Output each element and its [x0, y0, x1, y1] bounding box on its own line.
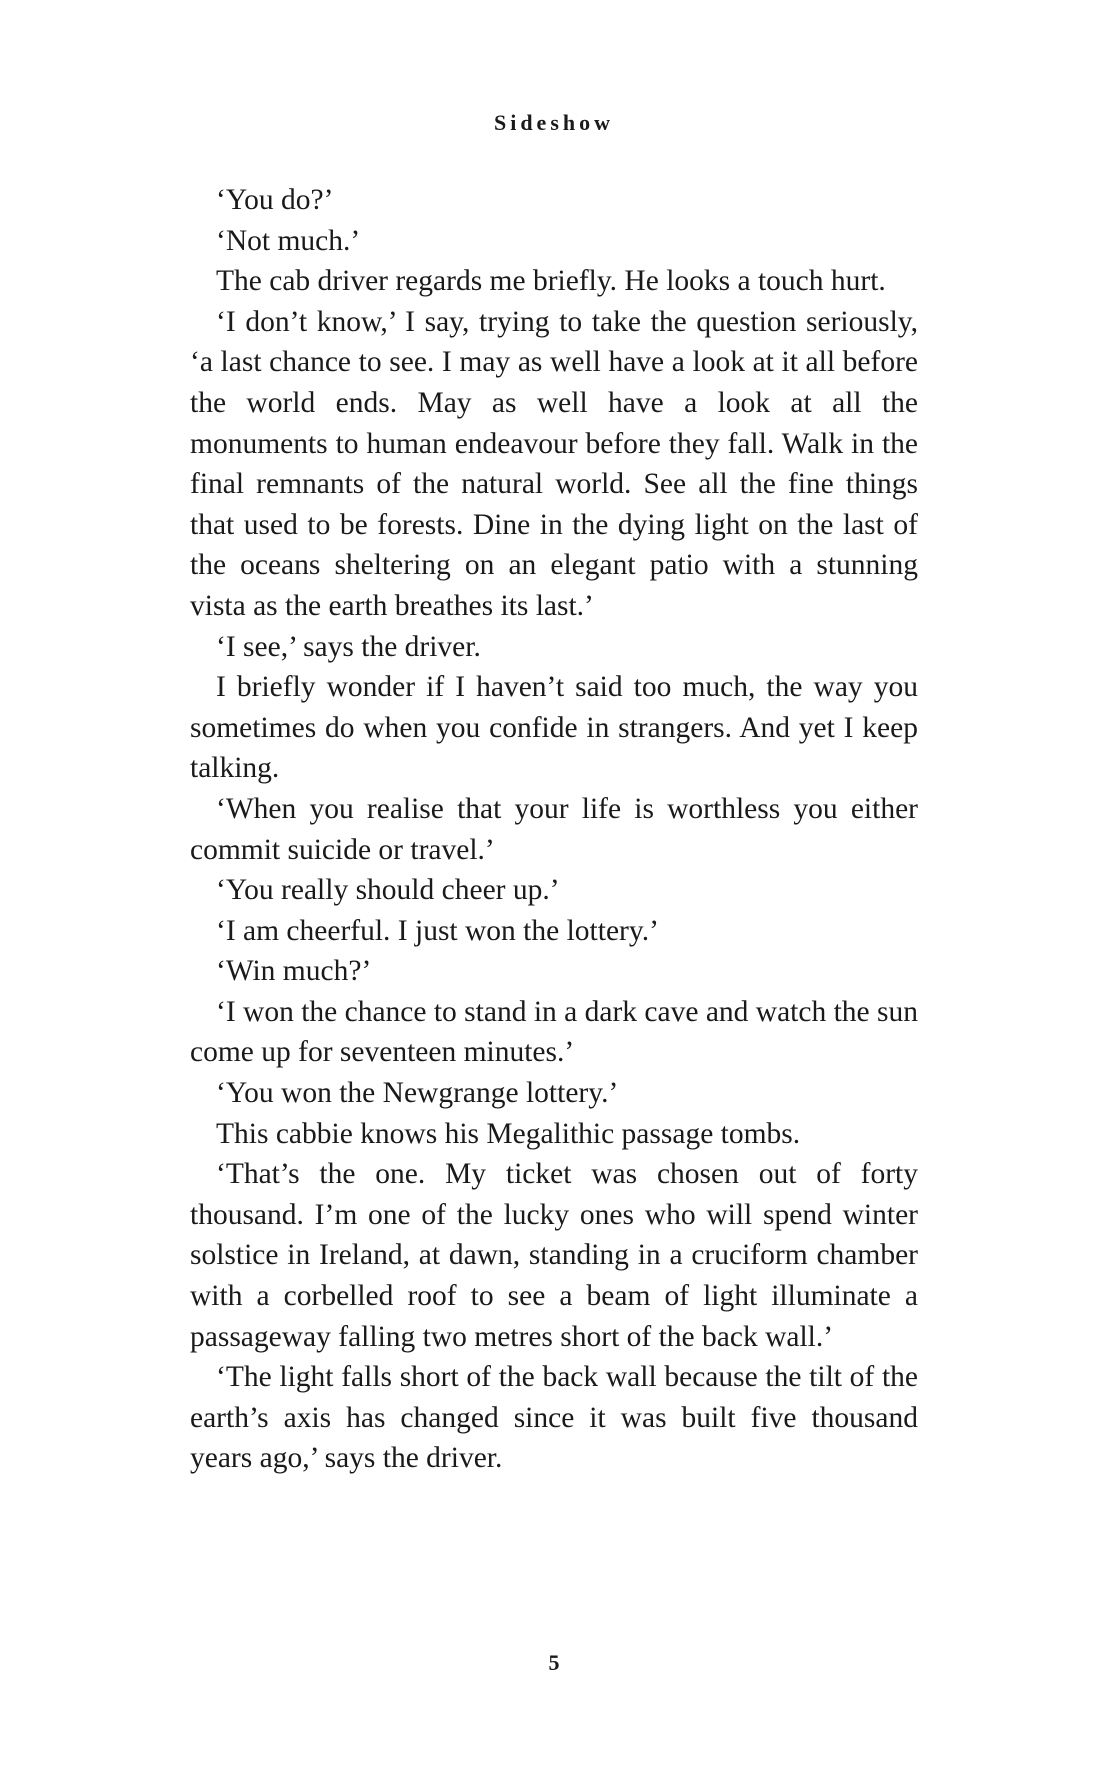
paragraph: ‘I won the chance to stand in a dark cave and watch the sun come up for seventeen minutes.’	[190, 995, 918, 1069]
paragraph: ‘When you realise that your life is worthless you either commit suicide or travel.’	[190, 792, 918, 866]
paragraph: ‘I am cheerful. I just won the lottery.’	[216, 914, 659, 947]
paragraph: ‘You do?’	[216, 184, 334, 216]
body-text	[190, 180, 918, 1479]
page-number: 5	[548, 1650, 560, 1675]
paragraph: This cabbie knows his Megalithic passage tombs.	[216, 1117, 801, 1150]
paragraph: I briefly wonder if I haven’t said too much, the way you sometimes do when you confide in strangers. And yet I keep talking.	[190, 671, 918, 785]
paragraph: ‘Not much.’	[216, 224, 361, 257]
running-head: Sideshow	[493, 110, 615, 135]
paragraph: ‘That’s the one. My ticket was chosen out of forty thousand. I’m one of the lucky ones who will spend winter solstice in Ireland, at dawn, standing in a cruciform chamber with a corbelled roof to see a beam of light illuminate a passageway falling two metres short of the back wall.’	[190, 1158, 918, 1353]
paragraph: ‘You won the Newgrange lottery.’	[216, 1077, 619, 1110]
paragraph: The cab driver regards me briefly. He looks a touch hurt.	[216, 265, 886, 298]
paragraph: ‘Win much?’	[216, 955, 372, 988]
paragraph: ‘The light falls short of the back wall because the tilt of the earth’s axis has changed since it was built five thousand years ago,’ says the driver.	[190, 1361, 918, 1475]
paragraph: ‘I don’t know,’ I say, trying to take the question seriously, ‘a last chance to see. I may as well have a look at it all before the world ends. May as well have a look at all the monuments to human endeavour before they fall. Walk in the final remnants of the natural world. See all the fine things that used to be forests. Dine in the dying light on the last of the oceans sheltering on an elegant patio with a stunning vista as the earth breathes its last.’	[190, 305, 918, 622]
paragraph: ‘I see,’ says the driver.	[216, 630, 481, 663]
paragraph: ‘You really should cheer up.’	[216, 874, 560, 907]
